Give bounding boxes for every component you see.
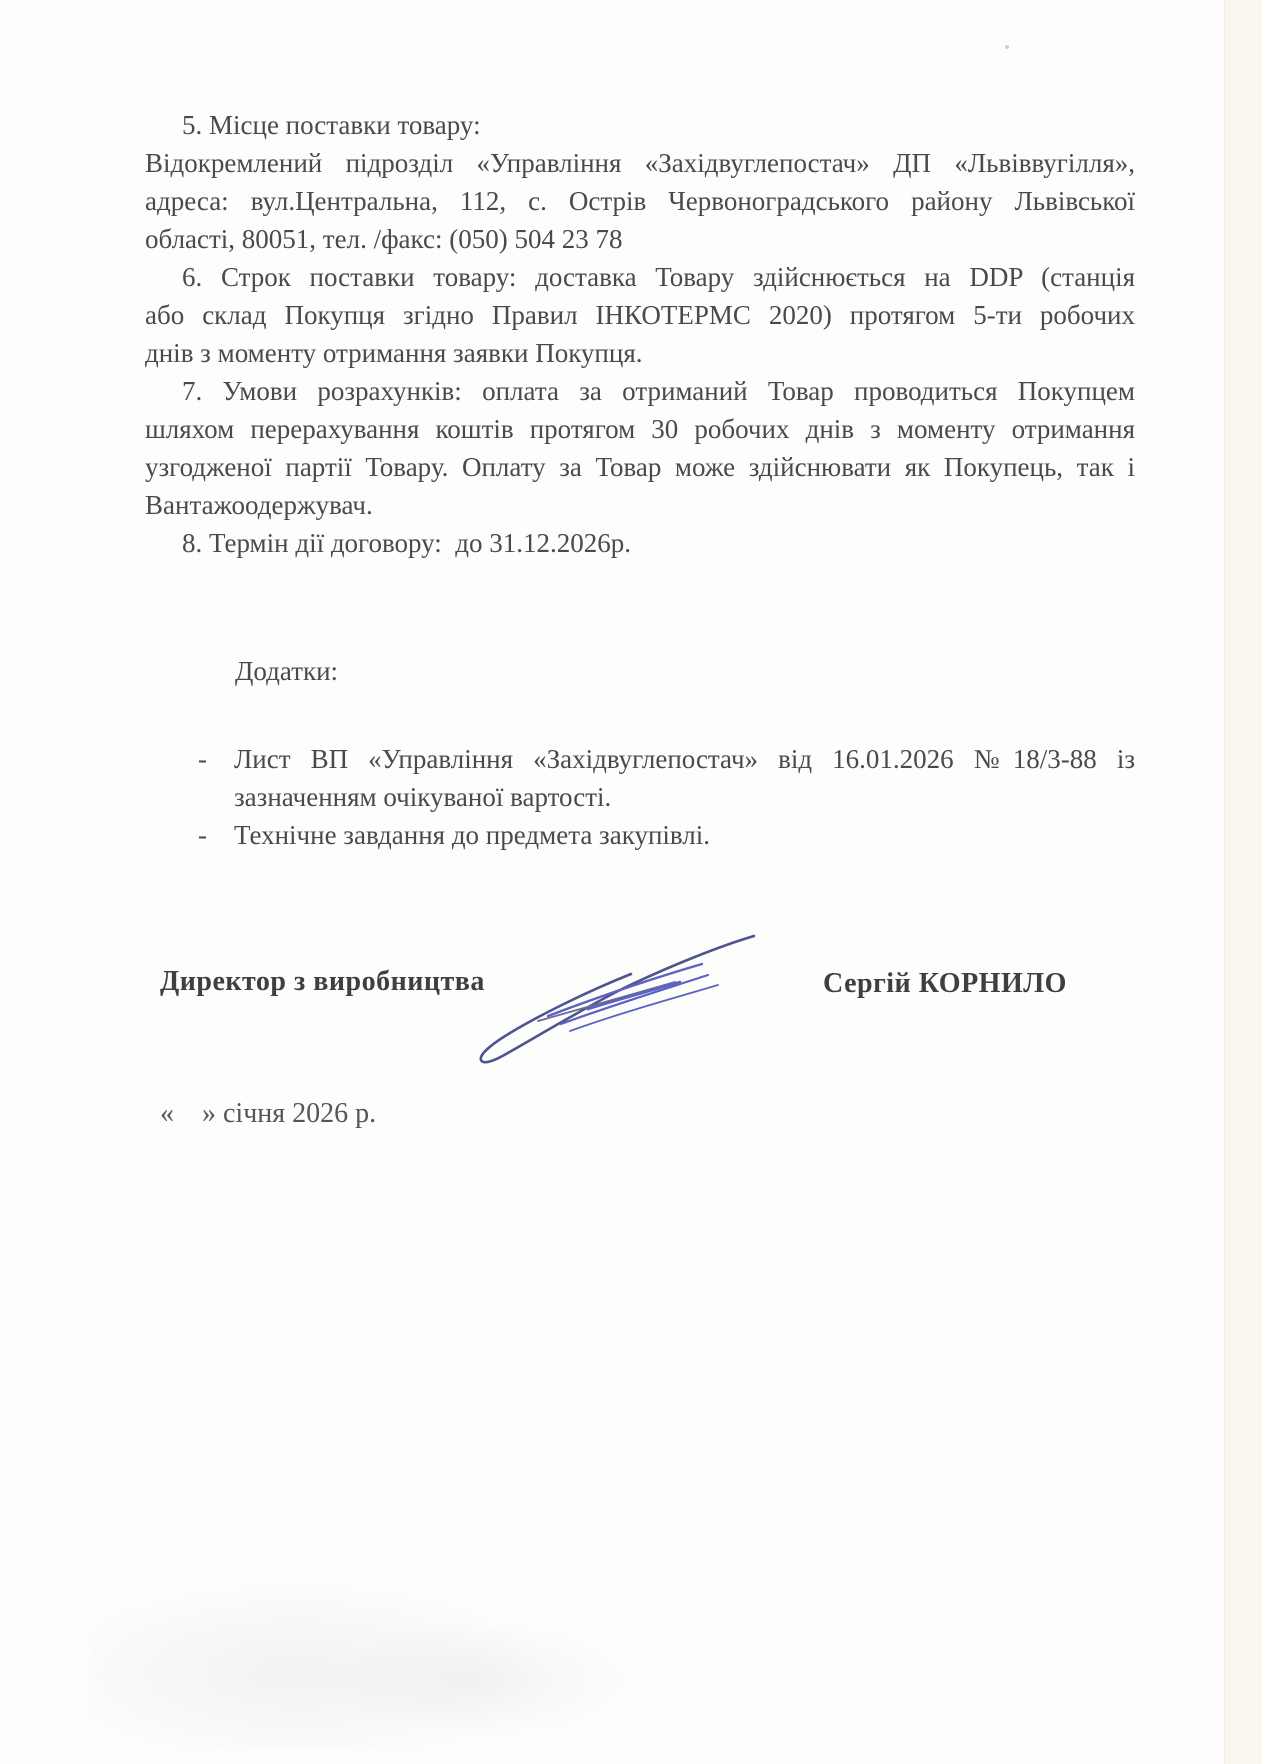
list-dash: - xyxy=(198,744,207,774)
paragraph-line: шляхом перерахування коштів протягом 30 робочих днів з моменту отримання xyxy=(145,414,1135,444)
paragraph-line: області, 80051, тел. /факс: (050) 504 23 78 xyxy=(145,224,623,254)
signer-name: Сергій КОРНИЛО xyxy=(823,968,1067,999)
paragraph-line: Вантажоодержувач. xyxy=(145,490,373,520)
list-item xyxy=(198,816,1135,854)
paragraph-line: узгодженої партії Товару. Оплату за Товар може здійснювати як Покупець, так і xyxy=(145,452,1135,482)
date-line: « » січня 2026 р. xyxy=(160,1098,377,1129)
attachments-list xyxy=(198,740,1135,854)
paragraph-line: 5. Місце поставки товару: xyxy=(182,110,481,140)
paragraph-line: 7. Умови розрахунків: оплата за отриманий Товар проводиться Покупцем xyxy=(182,376,1135,406)
paragraph-line: 6. Строк поставки товару: доставка Товару здійснюється на DDP (станція xyxy=(182,262,1135,292)
attachments-heading: Додатки: xyxy=(235,656,339,686)
signer-role-label: Директор з виробництва xyxy=(160,966,485,997)
paragraph-line: адреса: вул.Центральна, 112, с. Острів Червоноградського району Львівської xyxy=(145,186,1135,216)
list-item-line: Технічне завдання до предмета закупівлі. xyxy=(234,820,711,850)
contract-body xyxy=(145,106,1135,562)
paragraph-line: 8. Термін дії договору: до 31.12.2026р. xyxy=(182,528,632,558)
list-item xyxy=(198,740,1135,816)
paragraph-line: Відокремлений підрозділ «Управління «Західвуглепостач» ДП «Львіввугілля», xyxy=(145,148,1135,178)
scan-edge-band xyxy=(1224,0,1262,1764)
list-item-line: зазначенням очікуваної вартості. xyxy=(234,782,612,812)
paragraph-line: або склад Покупця згідно Правил ІНКОТЕРМС 2020) протягом 5-ти робочих xyxy=(145,300,1135,330)
scan-dot-artifact xyxy=(1005,45,1009,49)
paragraph-line: днів з моменту отримання заявки Покупця. xyxy=(145,338,643,368)
scan-smudge xyxy=(330,1620,630,1740)
list-item-line: Лист ВП «Управління «Західвуглепостач» від 16.01.2026 №18/3-88 із xyxy=(234,744,1135,774)
handwritten-signature xyxy=(468,912,763,1072)
list-dash: - xyxy=(198,820,207,850)
